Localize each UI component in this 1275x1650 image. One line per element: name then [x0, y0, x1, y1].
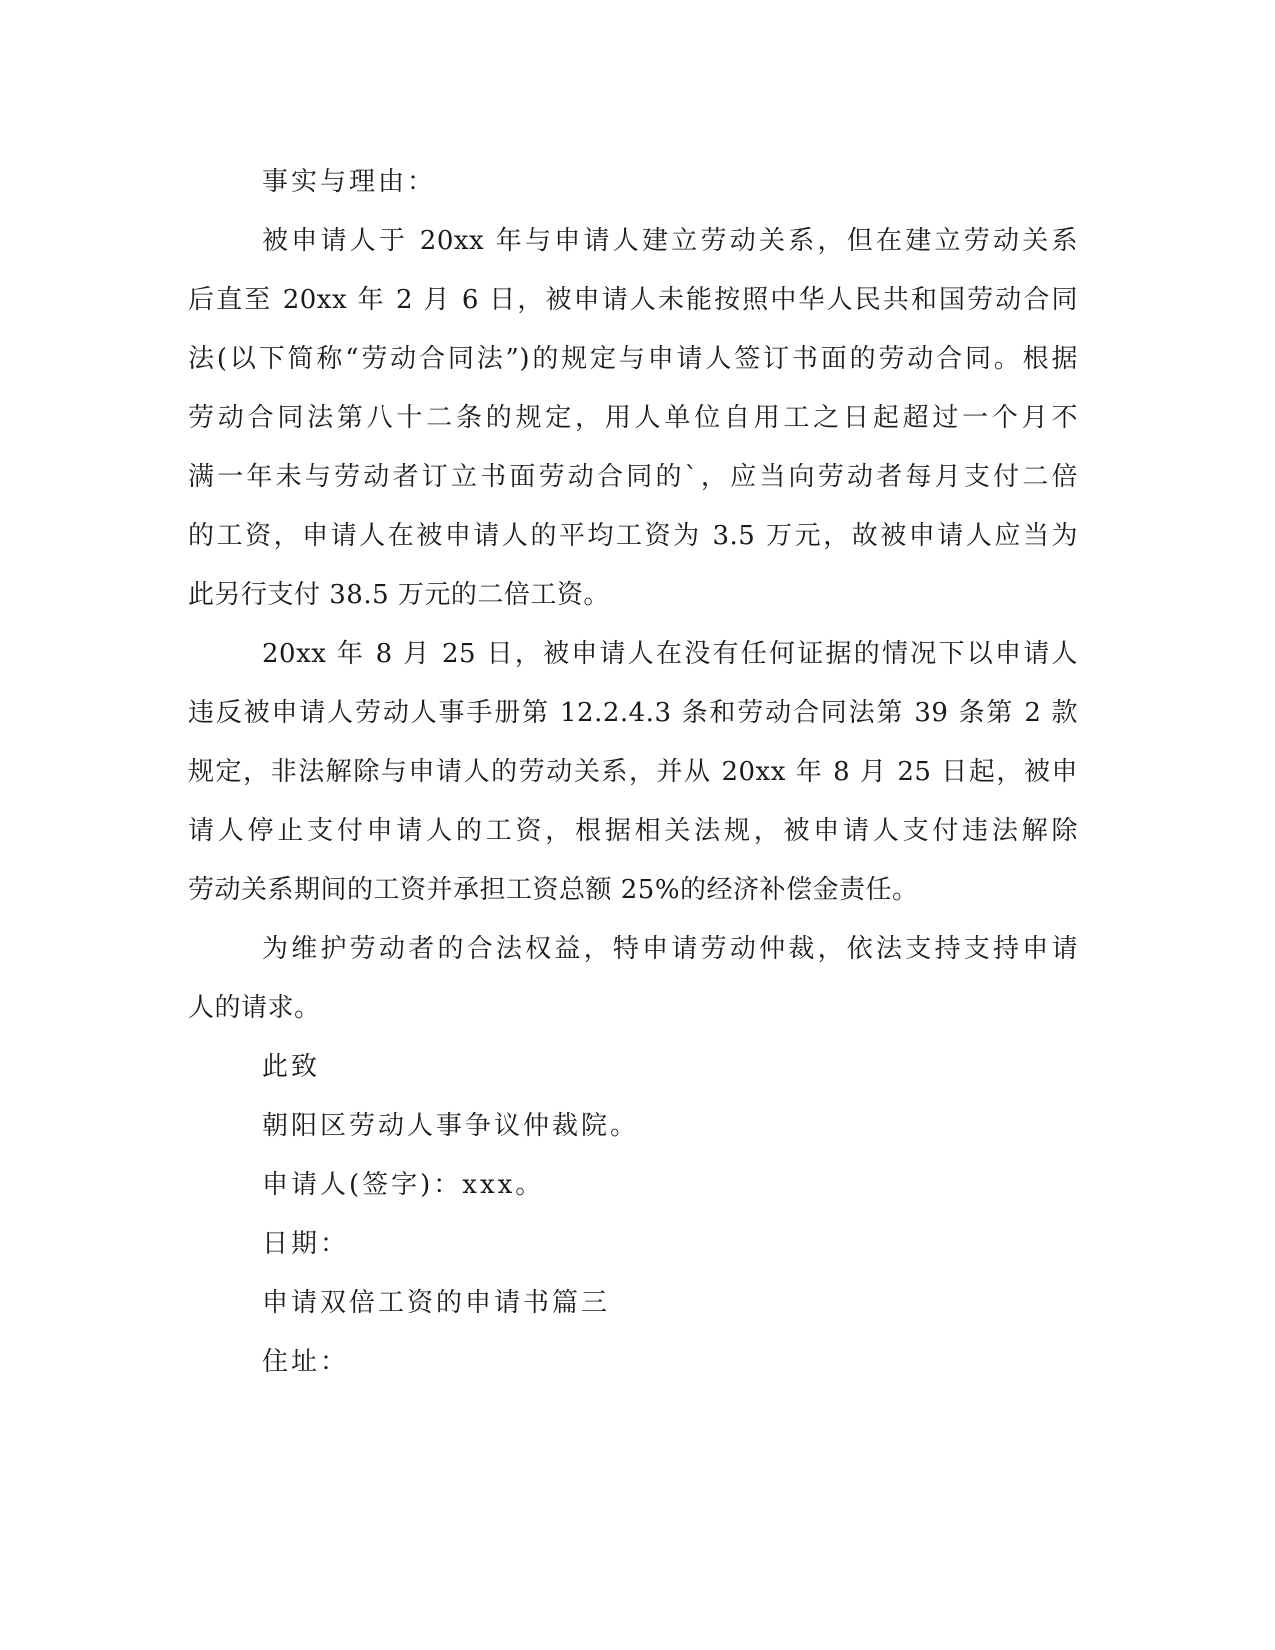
paragraph-1-line: 劳动合同法第八十二条的规定，用人单位自用工之日起超过一个月不: [188, 403, 1078, 433]
paragraph-2-line: 规定，非法解除与申请人的劳动关系，并从 20xx 年 8 月 25 日起，被申: [188, 757, 1078, 787]
paragraph-1-line: 满一年未与劳动者订立书面劳动合同的`，应当向劳动者每月支付二倍: [188, 462, 1078, 492]
address-field: 住址：: [262, 1347, 350, 1377]
paragraph-1-line: 此另行支付 38.5 万元的二倍工资。: [188, 580, 610, 610]
paragraph-2-line: 请人停止支付申请人的工资，根据相关法规，被申请人支付违法解除: [188, 816, 1078, 846]
applicant-signature: 申请人(签字)：xxx。: [262, 1170, 545, 1200]
paragraph-3-line: 为维护劳动者的合法权益，特申请劳动仲裁，依法支持支持申请: [262, 934, 1078, 964]
paragraph-2-line: 20xx 年 8 月 25 日，被申请人在没有任何证据的情况下以申请人: [262, 639, 1078, 669]
facts-and-reasons-heading: 事实与理由：: [262, 167, 437, 197]
paragraph-1-line: 法(以下简称“劳动合同法”)的规定与申请人签订书面的劳动合同。根据: [188, 344, 1078, 374]
paragraph-2-line: 劳动关系期间的工资并承担工资总额 25%的经济补偿金责任。: [188, 875, 919, 905]
paragraph-1-line: 被申请人于 20xx 年与申请人建立劳动关系，但在建立劳动关系: [262, 226, 1078, 256]
recipient: 朝阳区劳动人事争议仲裁院。: [262, 1111, 640, 1141]
date-field: 日期：: [262, 1229, 350, 1259]
paragraph-2-line: 违反被申请人劳动人事手册第 12.2.4.3 条和劳动合同法第 39 条第 2 款: [188, 698, 1078, 728]
paragraph-3-line: 人的请求。: [188, 993, 321, 1023]
salutation: 此致: [262, 1052, 321, 1082]
paragraph-1-line: 的工资，申请人在被申请人的平均工资为 3.5 万元，故被申请人应当为: [188, 521, 1078, 551]
section-title: 申请双倍工资的申请书篇三: [262, 1288, 611, 1318]
paragraph-1-line: 后直至 20xx 年 2 月 6 日，被申请人未能按照中华人民共和国劳动合同: [188, 285, 1078, 315]
